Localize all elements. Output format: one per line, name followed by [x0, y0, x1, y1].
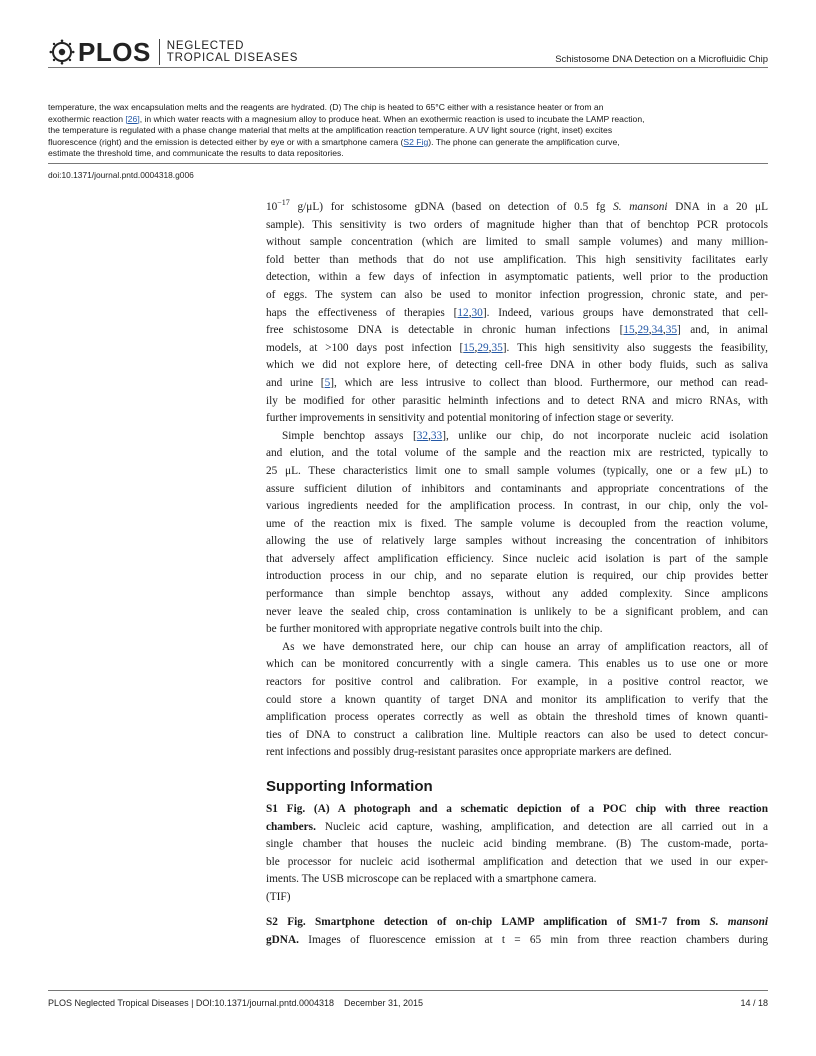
reference-link[interactable]: 5	[324, 376, 331, 389]
supporting-item-title[interactable]: S1 Fig. (A) A photograph and a schematic depiction of a POC chip with three reaction	[266, 803, 768, 815]
text-line: be further monitored with appropriate negative controls built into the chip.	[266, 623, 603, 636]
text-line: detection, within a few days of infection in asymptomatic patients, well prior to the production	[266, 271, 768, 284]
caption-text: exothermic reaction	[48, 113, 126, 124]
figure-doi[interactable]: doi:10.1371/journal.pntd.0004318.g006	[48, 170, 194, 180]
reference-link[interactable]: 33	[430, 429, 443, 442]
journal-name	[167, 40, 298, 64]
supporting-item-s1	[266, 801, 768, 907]
text-line: free schistosome DNA is detectable in chronic human infections [15,29,34,35] and, in animal	[266, 324, 768, 337]
text-line: assure sufficient dilution of inhibitors and contaminants and appropriate concentrations of the	[266, 482, 768, 495]
reference-link[interactable]: 12	[457, 306, 469, 319]
caption-line	[48, 102, 770, 114]
text-line	[266, 801, 768, 819]
reference-link[interactable]: 29	[477, 341, 489, 354]
text-line: fold better than methods that do not use amplification. This high sensitivity facilitates early	[266, 253, 768, 266]
text-line: without sample concentration (which are limited to small sample volumes) and many million-	[266, 236, 768, 249]
caption-text: the temperature is regulated with a phase change material that melts at the amplification reaction temperature. A UV light source (right, inset) excites	[48, 125, 613, 136]
reference-link[interactable]: 29	[637, 324, 649, 337]
text-line: introduction process in our chip, and no separate elution is required, our chip provides better	[266, 570, 768, 583]
journal-logo	[49, 38, 298, 66]
plos-mark-icon	[49, 39, 75, 65]
reference-link[interactable]: [26]	[125, 113, 140, 124]
figure-link[interactable]: S2 Fig	[403, 136, 429, 147]
text-line: sample). This sensitivity is two orders of magnitude higher than that of benchtop PCR protocols	[266, 218, 768, 231]
text-line: ume of the reaction mix is fixed. The sample volume is decoupled from the reaction volume,	[266, 517, 768, 530]
text-line: which we did not explore here, of detecting cell-free DNA in other body fluids, such as saliva	[266, 359, 768, 372]
running-title: Schistosome DNA Detection on a Microfluidic Chip	[555, 54, 768, 65]
reference-link[interactable]: 34	[651, 324, 663, 337]
text-line: models, at >100 days post infection [15,29,35]. This high sensitivity also suggests the feasibility,	[266, 341, 768, 354]
text-line	[266, 914, 768, 932]
text-line: performance than simple benchtop assays, without any added complexity. Since amplicons	[266, 588, 768, 601]
text-line: ily be modified for other parasitic helminth infections and to detect RNA and micro RNAs, with	[266, 394, 768, 407]
caption-line	[48, 125, 770, 137]
reference-link[interactable]: 35	[491, 341, 503, 354]
caption-divider	[48, 163, 768, 164]
text-line: could store a known quantity of target DNA and monitor its amplification to verify that the	[266, 693, 768, 706]
text-line: amplification process operates correctly as well as obtain the threshold times of known quanti-	[266, 711, 768, 724]
caption-line	[48, 148, 770, 160]
header-divider	[48, 67, 768, 68]
text-line: rent infections and possibly drug-resistant parasites once appropriate markers are defined.	[266, 746, 672, 759]
supporting-item-s2	[266, 914, 768, 949]
reference-link[interactable]: 30	[471, 306, 483, 319]
text-line: that adversely affect amplification efficiency. Since nucleic acid isolation is part of the sample	[266, 552, 768, 565]
logo-wordmark: PLOS	[78, 36, 151, 67]
supporting-item-title[interactable]: S2 Fig. Smartphone detection of on-chip LAMP amplification of SM1-7 from S. mansoni	[266, 916, 768, 928]
reference-link[interactable]: 15	[463, 341, 475, 354]
caption-text: estimate the threshold time, and communicate the results to data repositories.	[48, 148, 344, 159]
text-line: never leave the sealed chip, cross contamination is unlikely to be a significant problem, and can	[266, 605, 768, 618]
footer-citation: PLOS Neglected Tropical Diseases | DOI:10.1371/journal.pntd.0004318 December 31, 2015	[48, 998, 424, 1008]
text-line: chambers. Nucleic acid capture, washing, amplification, and detection are all carried out in a	[266, 820, 768, 833]
caption-line	[48, 114, 770, 126]
reference-link[interactable]: 15	[623, 324, 635, 337]
text-line: 25 μL. These characteristics limit one to small sample volumes (typically, one or a few μL) to	[266, 464, 768, 477]
logo-divider	[159, 39, 160, 65]
text-line: and elution, and the total volume of the sample and the reaction mix are restricted, typically to	[266, 447, 768, 460]
text-line: gDNA. Images of fluorescence emission at t = 65 min from three reaction chambers during	[266, 933, 768, 946]
footer-divider	[48, 990, 768, 991]
file-format: (TIF)	[266, 890, 291, 903]
text-line: single chamber that houses the nucleic acid binding membrane. (B) The custom-made, porta-	[266, 838, 768, 851]
text-line: ties of DNA to construct a calibration line. Multiple reactors can also be used to detect concur-	[266, 728, 768, 741]
text-line: various ingredients needed for the amplification process. In contrast, in our chip, only the vol-	[266, 500, 768, 513]
text-line: reactors for positive control and calibration. For example, in a positive control reactor, we	[266, 676, 768, 689]
body-text	[266, 199, 768, 762]
text-line: further improvements in sensitivity and potential monitoring of infection stage or severity.	[266, 412, 674, 425]
text-line: iments. The USB microscope can be replaced with a smartphone camera.	[266, 873, 597, 886]
text-line: allowing the use of relatively large samples without increasing the concentration of inhibitors	[266, 535, 768, 548]
section-heading: Supporting Information	[266, 778, 433, 795]
text-line: of eggs. The system can also be used to monitor infection progression, chronic state, and per-	[266, 288, 768, 301]
text-line: ble processor for nucleic acid isothermal amplification and detection that we used in our exper-	[266, 855, 768, 868]
caption-text: , in which water reacts with a magnesium alloy to produce heat. When an exothermic reaction is used to incubate the LAMP reaction,	[139, 113, 645, 124]
caption-text: fluorescence (right) and the emission is detected either by eye or with a smartphone camera (	[48, 136, 404, 147]
page-number: 14 / 18	[740, 998, 768, 1008]
reference-link[interactable]: 32	[416, 429, 429, 442]
caption-text: temperature, the wax encapsulation melts and the reagents are hydrated. (D) The chip is heated to 65°C either with a resistance heater or from an	[48, 102, 604, 112]
journal-name-line1: NEGLECTED	[166, 40, 245, 52]
reference-link[interactable]: 35	[665, 324, 678, 337]
caption-text: ). The phone can generate the amplification curve,	[428, 136, 620, 147]
text-line: Simple benchtop assays [32,33], unlike our chip, do not incorporate nucleic acid isolation	[282, 429, 768, 442]
journal-name-line2: TROPICAL DISEASES	[166, 52, 299, 64]
text-line: $10^{-17}$ g/μL) for schistosome gDNA (based on detection of 0.5 fg S. mansoni DNA in a 20 μL	[266, 198, 768, 213]
text-line: As we have demonstrated here, our chip can house an array of amplification reactors, all of	[282, 640, 768, 653]
text-line: which can be monitored concurrently with a single camera. This enables us to use one or more	[266, 658, 768, 671]
figure-caption	[48, 102, 770, 160]
text-line: haps the effectiveness of therapies [12,30]. Indeed, various groups have demonstrated that cell-	[266, 306, 768, 319]
caption-line	[48, 137, 770, 149]
text-line: and urine [5], which are less intrusive to collect than blood. Furthermore, our method can read-	[266, 376, 768, 389]
